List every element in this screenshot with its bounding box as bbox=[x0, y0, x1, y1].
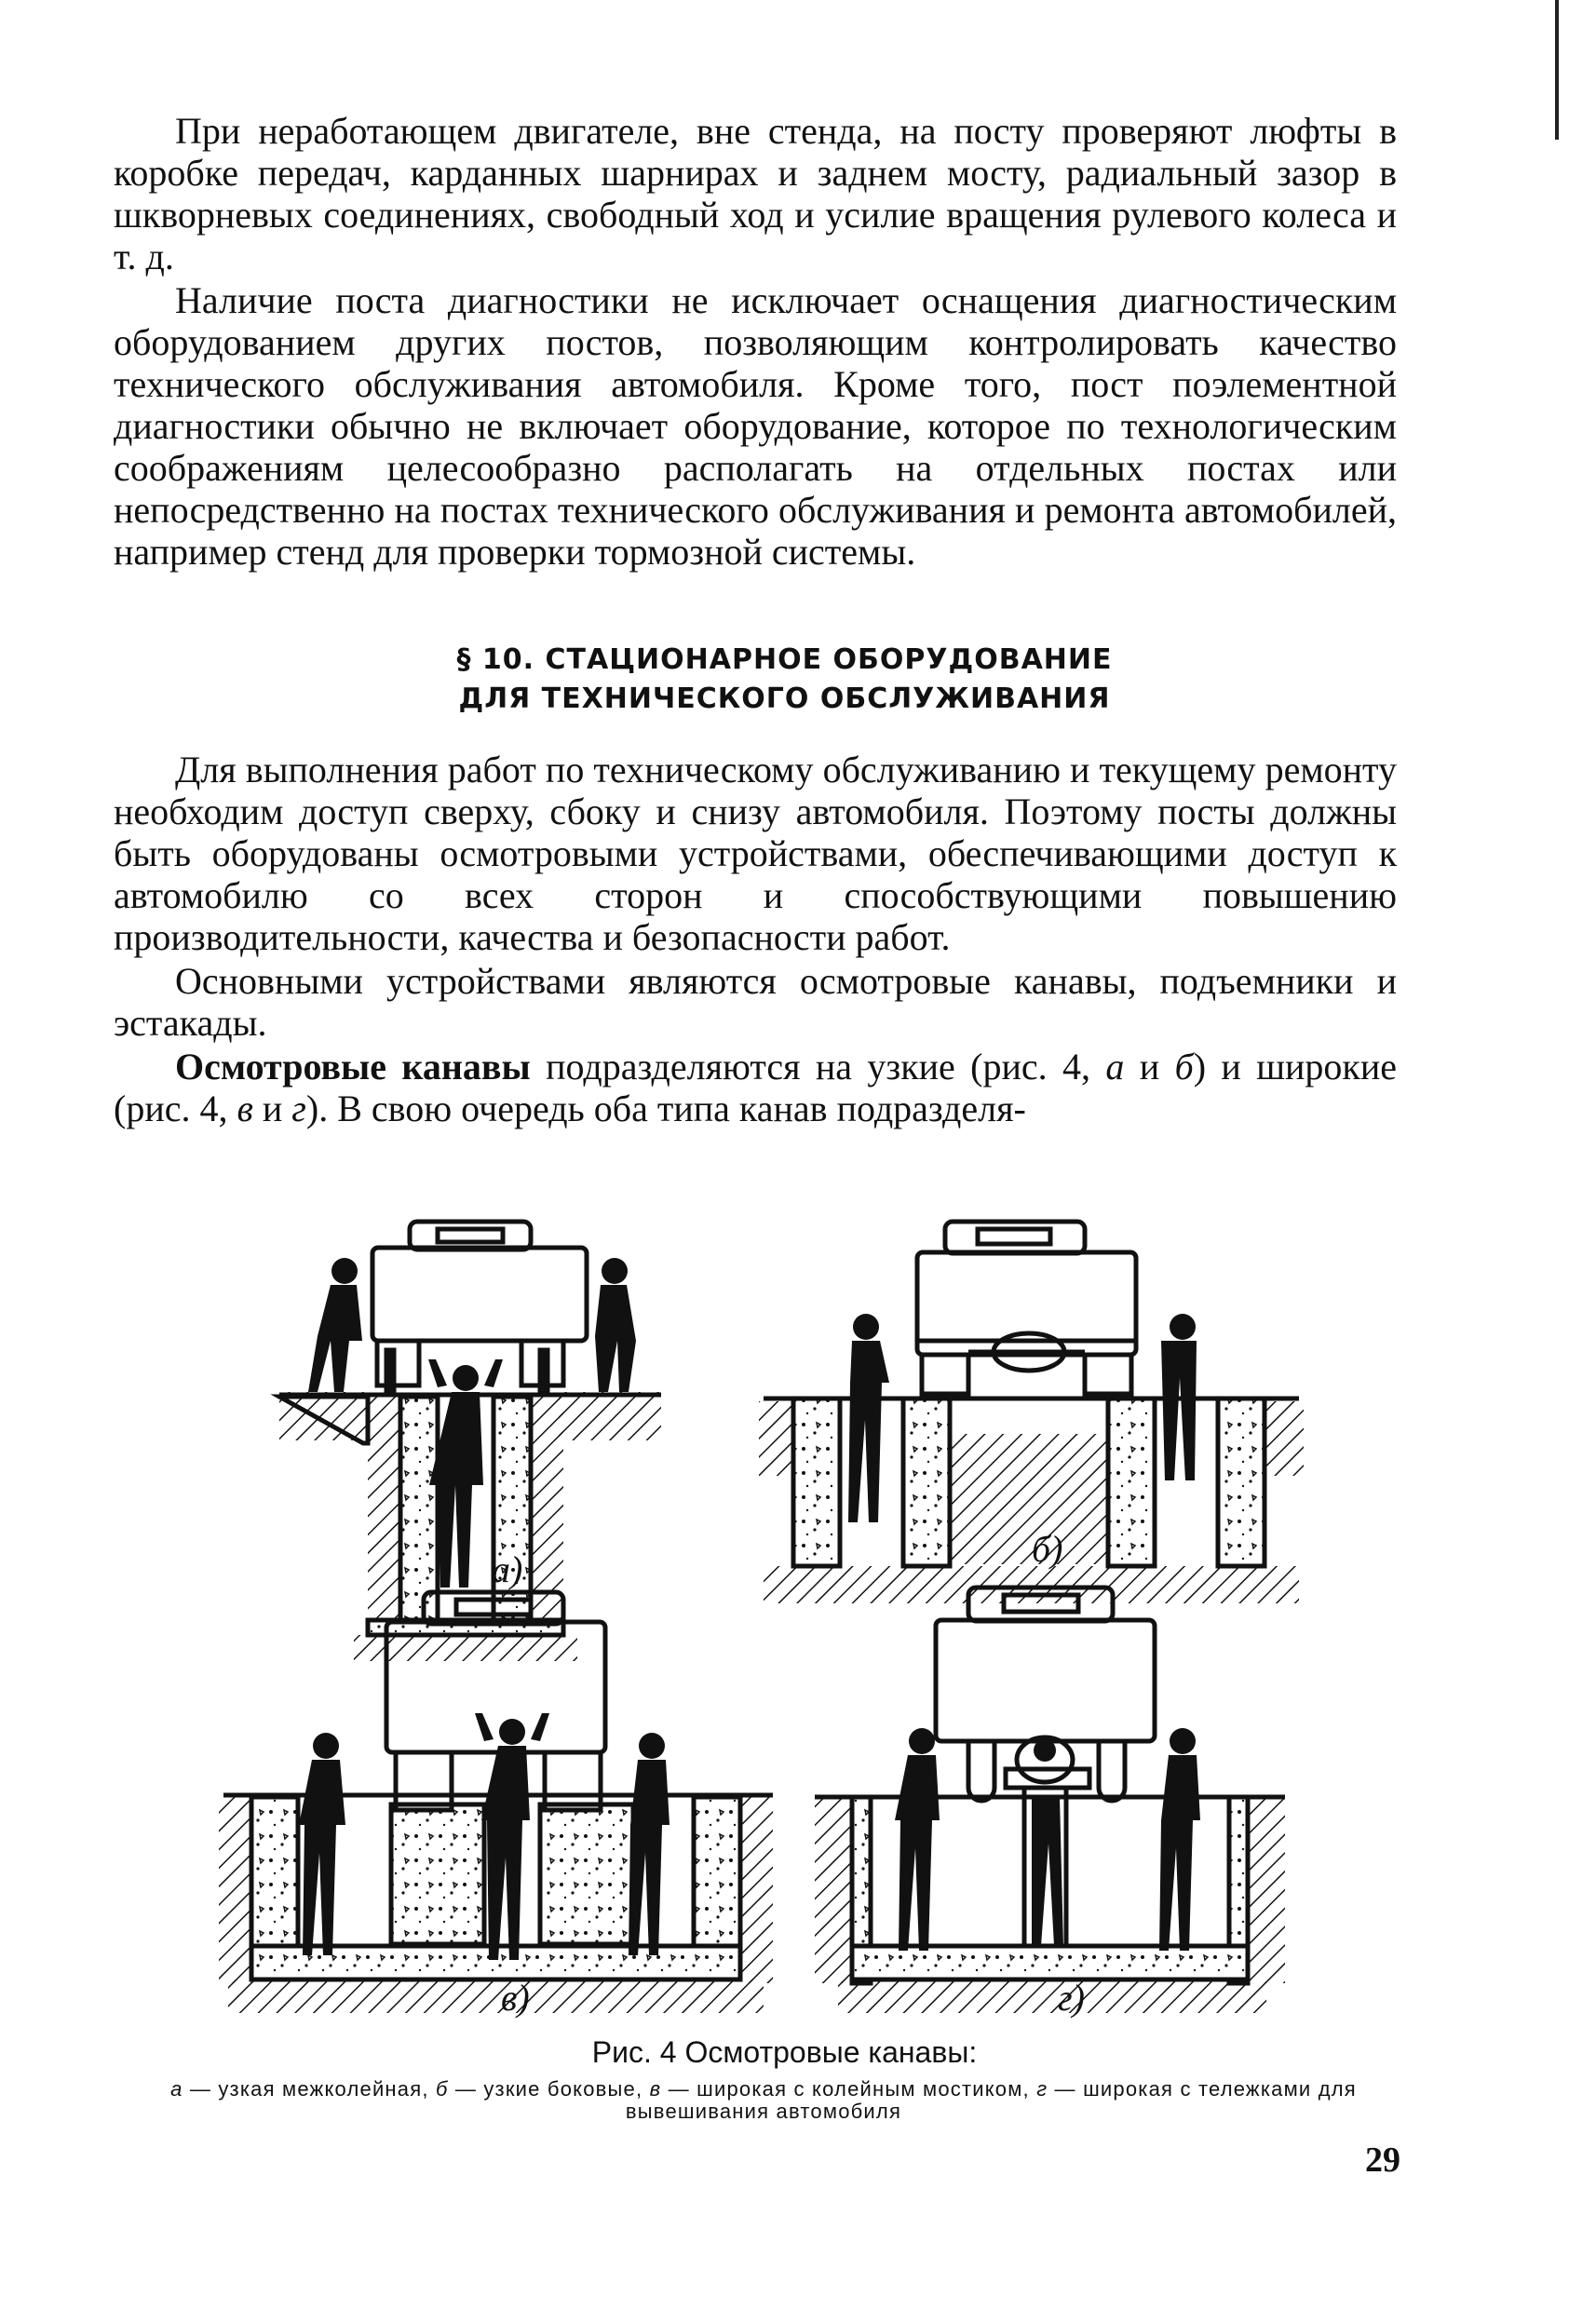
top-text-block bbox=[114, 110, 1397, 574]
main-text-block bbox=[114, 749, 1397, 1131]
term-inspection-pits: Осмотровые канавы bbox=[175, 1046, 531, 1088]
p5-text-3: ) и широкие (рис. 4, bbox=[114, 1046, 1398, 1129]
section-heading-line2: ДЛЯ ТЕХНИЧЕСКОГО ОБСЛУЖИВАНИЯ bbox=[458, 682, 1111, 715]
ref-g: г bbox=[291, 1088, 306, 1129]
panel-g-wide-pit-with-trolleys bbox=[815, 1588, 1285, 2013]
p5-text-1: подразделяются на узкие (рис. 4, bbox=[530, 1046, 1106, 1088]
legend-v: в bbox=[649, 2077, 662, 2101]
legend-b-text: — узкие боковые, bbox=[448, 2077, 650, 2101]
legend-g-text: — широкая с тележками для вывешивания автомобиля bbox=[625, 2077, 1357, 2123]
panel-label-b: б) bbox=[1032, 1528, 1063, 1570]
panel-label-g: г) bbox=[1058, 1977, 1085, 2019]
ref-a: а bbox=[1105, 1046, 1125, 1088]
page-number: 29 bbox=[1365, 2141, 1400, 2180]
figure-4-inspection-pits bbox=[0, 1201, 1569, 2030]
figure-illustration bbox=[0, 1201, 1569, 2030]
worker-figure bbox=[895, 1728, 1200, 1951]
paragraph-3: Для выполнения работ по техническому обслуживанию и текущему ремонту необходим доступ сверху, сбоку и снизу автомобиля. Поэтому посты должны быть оборудованы осмотровыми устройствами, обеспечивающими доступ к автомобилю со всех сторон и способствующими повышению производительности, качества и безопасности работ. bbox=[114, 749, 1397, 958]
panel-label-v: в) bbox=[501, 1977, 530, 2019]
figure-caption-legend bbox=[121, 2078, 1406, 2123]
scan-edge-line bbox=[1555, 0, 1559, 140]
legend-b: б bbox=[435, 2077, 449, 2101]
ref-b: б bbox=[1174, 1046, 1194, 1088]
paragraph-4: Основными устройствами являются осмотровые канавы, подъемники и эстакады. bbox=[114, 960, 1397, 1044]
panel-label-a: а) bbox=[492, 1548, 523, 1590]
ref-v: в bbox=[237, 1088, 253, 1129]
paragraph-5 bbox=[114, 1046, 1397, 1129]
paragraph-1: При неработающем двигателе, вне стенда, на посту проверяют люфты в коробке передач, карданных шарнирах и заднем мосту, радиальный зазор в шкворневых соединениях, свободный ход и усилие вращения рулевого колеса и т. д. bbox=[114, 110, 1397, 277]
panel-a-narrow-pit bbox=[279, 1222, 661, 1661]
section-heading-line1: § 10. СТАЦИОНАРНОЕ ОБОРУДОВАНИЕ bbox=[456, 643, 1113, 676]
legend-a: а bbox=[170, 2077, 183, 2101]
figure-caption-title: Рис. 4 Осмотровые канавы: bbox=[591, 2035, 978, 2069]
legend-g: г bbox=[1036, 2077, 1048, 2101]
p5-text-4: и bbox=[252, 1088, 292, 1129]
legend-a-text: — узкая межколейная, bbox=[183, 2077, 436, 2101]
legend-v-text: — широкая с колейным мостиком, bbox=[661, 2077, 1037, 2101]
p5-text-2: и bbox=[1124, 1046, 1175, 1088]
paragraph-2: Наличие поста диагностики не исключает оснащения диагностическим оборудованием других постов, позволяющим контролировать качество технического обслуживания автомобиля. Кроме того, пост поэлементной диагностики обычно не включает оборудование, которое по технологическим соображениям целесообразно располагать на отдельных постах или непосредственно на постах технического обслуживания и ремонта автомобилей, например стенд для проверки тормозной системы. bbox=[114, 279, 1397, 573]
section-heading bbox=[0, 641, 1569, 719]
p5-text-5: ). В свою очередь оба типа канав подразделя- bbox=[305, 1088, 1026, 1129]
